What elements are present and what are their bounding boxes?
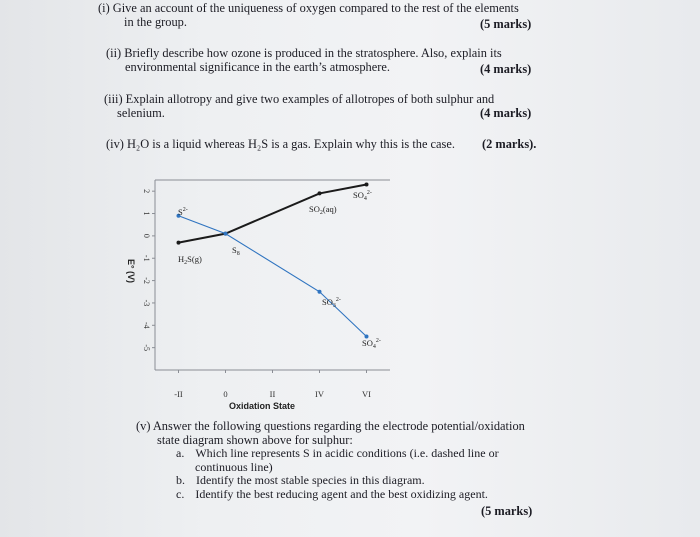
list-item-continuation: continuous line) [195, 459, 273, 474]
species-label-so2: $SO_2(aq)$ [309, 204, 337, 216]
y-tick-label: -5 [142, 344, 151, 351]
question-5-marks: (5 marks) [481, 504, 533, 518]
species-label-s2-minus: $S^{2-}$ [178, 207, 188, 217]
x-tick-label: VI [362, 389, 371, 399]
question-1-line1: (i) Give an account of the uniqueness of oxygen compared to the rest of the elements [98, 1, 519, 15]
x-axis-title: Oxidation State [228, 401, 296, 411]
species-label-s8: $S_8$ [232, 245, 240, 257]
question-5 [136, 419, 525, 447]
list-item-label: a. [176, 446, 185, 460]
question-3-line2: selenium. [117, 106, 165, 120]
x-tick-label: IV [315, 389, 324, 399]
list-item [176, 447, 499, 461]
y-axis-title: E° (V) [126, 258, 136, 284]
question-5-line1: (v) Answer the following questions regarding the electrode potential/oxidation [136, 419, 525, 433]
y-tick-label: 0 [142, 233, 151, 238]
species-label-so4-top: $SO_4^{2-}$ [353, 190, 372, 202]
y-tick-label: -2 [142, 277, 151, 284]
list-item-label: b. [176, 473, 185, 487]
list-item [176, 488, 499, 502]
list-item-text: Identify the best reducing agent and the best oxidizing agent. [195, 486, 488, 501]
question-5-line2: state diagram shown above for sulphur: [157, 433, 353, 447]
list-item-text: Identify the most stable species in this diagram. [196, 473, 425, 487]
x-tick-label: 0 [223, 389, 228, 399]
question-5-items [176, 447, 499, 501]
species-label-so4-bottom: $SO_4^{2-}$ [362, 338, 381, 350]
question-4-text: (iv) H₂O is a liquid whereas H₂S is a gas. Explain why this is the case. [106, 137, 455, 151]
question-3-line1: (iii) Explain allotropy and give two examples of allotropes of both sulphur and [104, 92, 495, 106]
y-tick-label: -4 [142, 321, 151, 329]
electrode-potential-chart [100, 165, 400, 415]
question-2-marks: (4 marks) [480, 62, 532, 76]
data-point [318, 290, 322, 294]
data-point [318, 191, 322, 195]
list-item-label: c. [176, 486, 185, 501]
x-tick-label: II [269, 389, 276, 399]
list-item [176, 474, 499, 488]
question-1 [98, 1, 519, 29]
x-tick-label: -II [174, 389, 183, 399]
question-2 [106, 46, 502, 74]
question-2-line1: (ii) Briefly describe how ozone is produced in the stratosphere. Also, explain its [106, 46, 502, 60]
species-label-so3: $SO_3^{2-}$ [322, 297, 341, 309]
question-1-line2: in the group. [124, 15, 187, 29]
question-3 [104, 92, 494, 120]
question-4 [106, 137, 455, 151]
question-2-line2: environmental significance in the earth’s atmosphere. [125, 60, 390, 74]
data-point [177, 241, 181, 245]
y-tick-label: -1 [142, 254, 151, 262]
series-line-black [179, 184, 367, 242]
question-3-marks: (4 marks) [480, 106, 532, 120]
y-tick-label: 1 [142, 211, 151, 216]
list-item-text: Which line represents S in acidic conditions (i.e. dashed line or [195, 446, 499, 460]
y-tick-label: -3 [142, 299, 151, 307]
question-4-marks: (2 marks). [482, 137, 537, 151]
series-line-blue [179, 216, 367, 337]
question-1-marks: (5 marks) [480, 17, 532, 31]
data-point [224, 232, 228, 236]
y-tick-label: 2 [142, 189, 151, 194]
data-point [365, 182, 369, 186]
species-label-h2s: $H_2S(g)$ [178, 254, 202, 266]
